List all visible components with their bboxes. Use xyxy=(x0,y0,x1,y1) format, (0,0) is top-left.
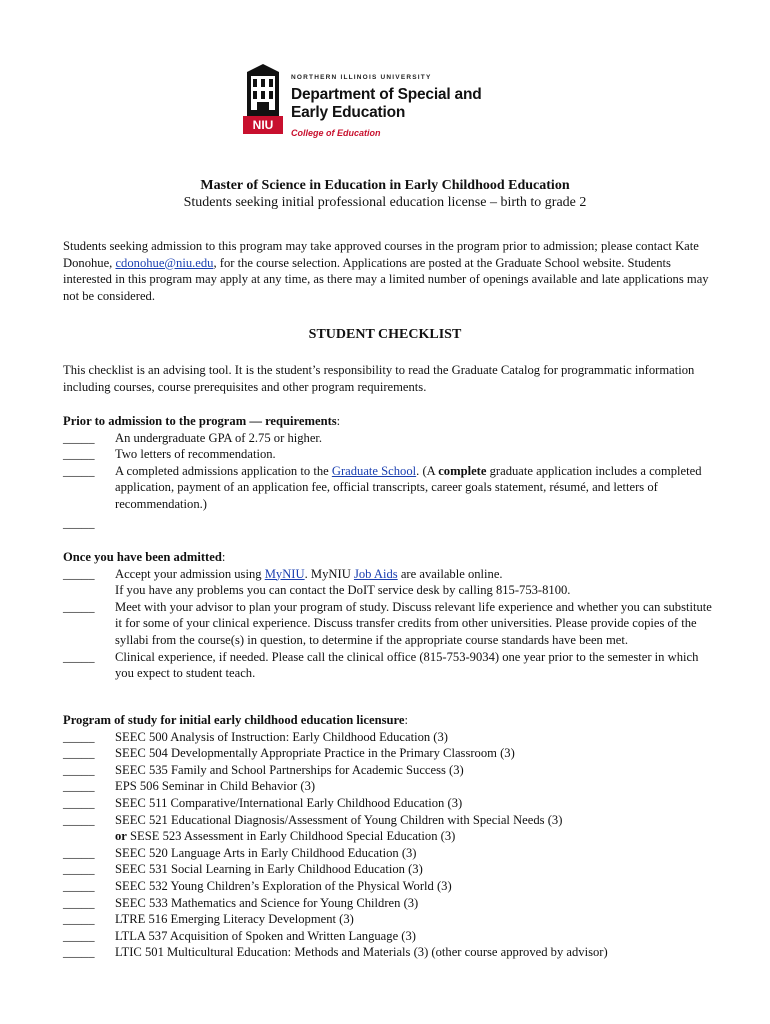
document-title: Master of Science in Education in Early Childhood Education xyxy=(200,178,570,193)
prior-admission-section xyxy=(63,413,713,531)
department-logo xyxy=(243,64,533,142)
item-text: An undergraduate GPA of 2.75 or higher. xyxy=(115,430,323,445)
course-text: SEEC 511 Comparative/International Early Childhood Education (3) xyxy=(115,795,463,810)
intro-paragraph xyxy=(63,238,713,304)
checkbox-blank[interactable]: _____ xyxy=(63,762,95,777)
item-text: Two letters of recommendation. xyxy=(115,447,276,462)
course-text: SEEC 520 Language Arts in Early Childhood Education (3) xyxy=(115,845,417,860)
checkbox-blank[interactable]: _____ xyxy=(63,649,95,664)
course-text: SEEC 504 Developmentally Appropriate Practice in the Primary Classroom (3) xyxy=(115,746,515,761)
course-item xyxy=(63,878,713,895)
checkbox-blank[interactable]: _____ xyxy=(63,566,95,581)
course-item xyxy=(63,928,713,945)
checklist-heading: STUDENT CHECKLIST xyxy=(308,327,462,342)
checkbox-blank[interactable]: _____ xyxy=(63,729,95,744)
checkbox-blank[interactable]: _____ xyxy=(63,599,95,614)
checklist-item xyxy=(63,515,713,532)
course-text: EPS 506 Seminar in Child Behavior (3) xyxy=(115,779,316,794)
logo-department-line1: Department of Special and xyxy=(291,86,482,103)
checkbox-blank[interactable]: _____ xyxy=(63,463,95,478)
course-text: SEEC 535 Family and School Partnerships for Academic Success (3) xyxy=(115,762,464,777)
checkbox-blank[interactable]: _____ xyxy=(63,812,95,827)
course-item xyxy=(63,845,713,862)
course-text: SEEC 532 Young Children’s Exploration of the Physical World (3) xyxy=(115,878,452,893)
course-item xyxy=(63,778,713,795)
checkbox-blank[interactable]: _____ xyxy=(63,945,95,960)
item-text xyxy=(115,566,713,599)
checkbox-blank[interactable]: _____ xyxy=(63,746,95,761)
logo-department-line2: Early Education xyxy=(291,104,406,121)
course-item xyxy=(63,861,713,878)
document-subtitle: Students seeking initial professional education license – birth to grade 2 xyxy=(183,195,587,210)
checklist-item xyxy=(63,649,713,682)
logo-mark-text: NIU xyxy=(252,118,274,132)
item-text: Meet with your advisor to plan your program of study. Discuss relevant life experience and whether you can substitute it for some of your clinical experience. Discuss transfer credits from other universities. Please provide copies of the syllabi from the course(s) in question, to determine if the appropriate course standards have been met. xyxy=(115,599,712,647)
program-heading: Program of study for initial early childhood education licensure xyxy=(63,713,405,727)
checkbox-blank[interactable]: _____ xyxy=(63,515,95,530)
course-text: LTIC 501 Multicultural Education: Methods and Materials (3) (other course approved by advisor) xyxy=(115,945,608,960)
intro-text-2: , for the course selection. Applications are posted at the Graduate School website. Students interested in this program may apply at any time, as there may a limited number of openings available and late applications may not be considered. xyxy=(63,255,709,303)
program-heading-colon: : xyxy=(404,713,408,727)
job-aids-link[interactable]: Job Aids xyxy=(353,566,398,581)
checkbox-blank[interactable]: _____ xyxy=(63,845,95,860)
item3-text-after: graduate application includes a completed application, payment of an application fee, official transcripts, career goals statement, résumé, and letters of recommendation.) xyxy=(115,463,702,511)
item3-text-mid: . (A xyxy=(416,463,439,478)
checkbox-blank[interactable]: _____ xyxy=(63,878,95,893)
prior-heading-colon: : xyxy=(336,414,341,428)
prior-heading: Prior to admission to the program — requirements xyxy=(63,414,337,428)
course-item xyxy=(63,762,713,779)
checkbox-blank[interactable]: _____ xyxy=(63,928,95,943)
prior-heading-row xyxy=(63,413,713,430)
logo-university: NORTHERN ILLINOIS UNIVERSITY xyxy=(291,74,432,81)
checklist-item xyxy=(63,446,713,463)
checkbox-blank[interactable]: _____ xyxy=(63,447,95,462)
checkbox-blank[interactable]: _____ xyxy=(63,912,95,927)
admitted-heading-row xyxy=(63,549,713,566)
graduate-school-link[interactable]: Graduate School xyxy=(331,463,417,478)
course-text: SEEC 500 Analysis of Instruction: Early Childhood Education (3) xyxy=(115,729,448,744)
checkbox-blank[interactable]: _____ xyxy=(63,795,95,810)
item-text xyxy=(115,463,713,513)
item3-bold-text: complete xyxy=(438,463,487,478)
item1-text-after: are available online. xyxy=(397,566,503,581)
course-text-main: SEEC 521 Educational Diagnosis/Assessment of Young Children with Special Needs (3) xyxy=(115,812,563,827)
item1-line2: If you have any problems you can contact the DoIT service desk by calling 815-753-8100. xyxy=(115,583,571,598)
program-section xyxy=(63,712,713,961)
item1-text-before: Accept your admission using xyxy=(115,566,265,581)
admitted-heading-colon: : xyxy=(221,550,226,564)
admitted-section xyxy=(63,549,713,682)
course-text: LTRE 516 Emerging Literacy Development (3) xyxy=(115,912,354,927)
myniu-link[interactable]: MyNIU xyxy=(264,566,305,581)
alternate-course: SESE 523 Assessment in Early Childhood Special Education (3) xyxy=(126,829,456,844)
checklist-item xyxy=(63,566,713,599)
program-heading-row xyxy=(63,712,713,729)
course-item xyxy=(63,911,713,928)
course-item xyxy=(63,745,713,762)
checkbox-blank[interactable]: _____ xyxy=(63,430,95,445)
or-word: or xyxy=(115,829,127,844)
course-text: SEEC 533 Mathematics and Science for Young Children (3) xyxy=(115,895,419,910)
item-text: Clinical experience, if needed. Please call the clinical office (815-753-9034) one year prior to the semester in which you expect to student teach. xyxy=(115,649,699,681)
checklist-item xyxy=(63,430,713,447)
email-link[interactable]: cdonohue@niu.edu xyxy=(115,255,214,270)
course-item xyxy=(63,812,713,845)
admitted-heading: Once you have been admitted xyxy=(63,550,222,564)
course-text: LTLA 537 Acquisition of Spoken and Written Language (3) xyxy=(115,928,416,943)
checklist-item xyxy=(63,463,713,513)
checkbox-blank[interactable]: _____ xyxy=(63,779,95,794)
intro-text-1: Students seeking admission to this program may take approved courses in the program prior to admission; please contact Kate Donohue, xyxy=(63,239,699,270)
course-item xyxy=(63,795,713,812)
course-text xyxy=(115,812,713,845)
checklist-item xyxy=(63,599,713,649)
checkbox-blank[interactable]: _____ xyxy=(63,895,95,910)
course-item xyxy=(63,729,713,746)
item3-text-before: A completed admissions application to the xyxy=(115,463,332,478)
course-text: SEEC 531 Social Learning in Early Childhood Education (3) xyxy=(115,862,423,877)
logo-college: College of Education xyxy=(291,128,381,138)
logo-department xyxy=(291,86,482,122)
course-item xyxy=(63,895,713,912)
course-item xyxy=(63,944,713,961)
niu-tower-logo-icon xyxy=(243,64,283,134)
advising-paragraph: This checklist is an advising tool. It is the student’s responsibility to read the Graduate Catalog for programmatic information including courses, course prerequisites and other program requirements. xyxy=(63,363,695,394)
item1-text-mid: . MyNIU xyxy=(304,566,354,581)
checkbox-blank[interactable]: _____ xyxy=(63,862,95,877)
